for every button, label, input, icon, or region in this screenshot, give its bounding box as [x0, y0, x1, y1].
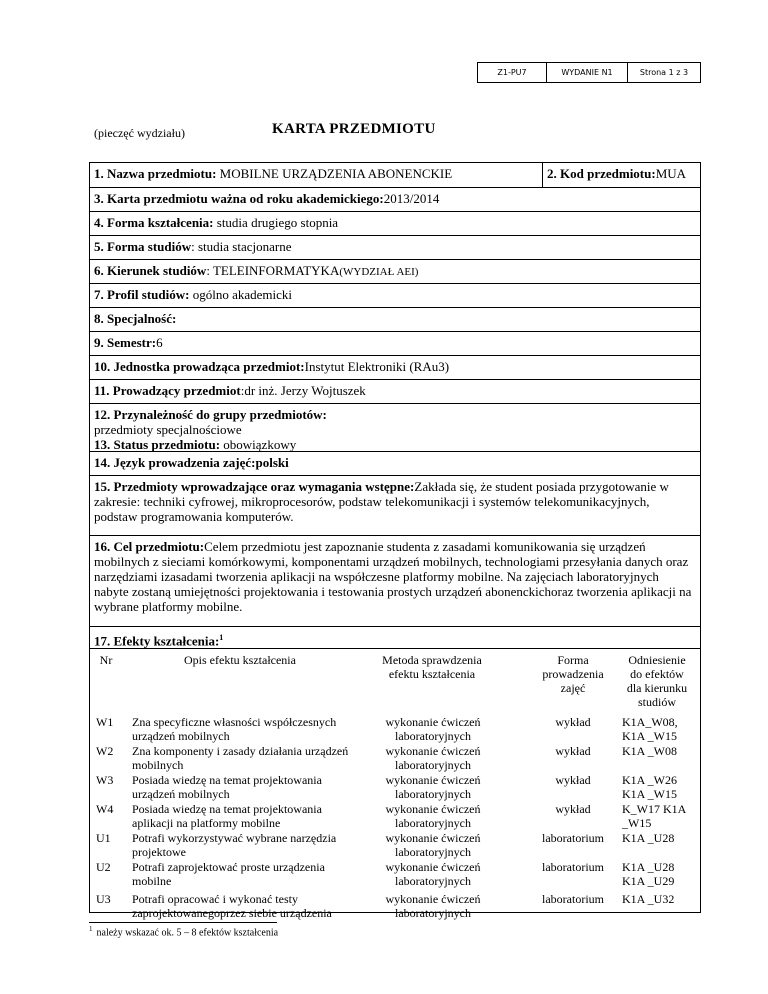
field-label: 2. Kod przedmiotu:	[547, 166, 656, 181]
field-study-direction: 6. Kierunek studiów: TELEINFORMATYKA(WYDZIAŁ AEI)	[89, 260, 701, 284]
field-label: 1. Nazwa przedmiotu:	[94, 166, 217, 181]
cell-nr: W1	[96, 715, 114, 729]
col-header-reference: Odniesienie do efektów dla kierunku studiów	[626, 653, 688, 709]
cell-odn: K1A _U32	[622, 892, 675, 906]
cell-metoda: wykonanie ćwiczeń laboratoryjnych	[385, 831, 481, 859]
document-info-table	[477, 62, 701, 83]
cell-opis: Potrafi zaprojektować proste urządzenia mobilne	[132, 860, 325, 888]
cell-nr: U2	[96, 860, 111, 874]
cell-forma: wykład	[555, 773, 591, 787]
cell-forma: laboratorium	[542, 860, 604, 874]
field-education-form: 4. Forma kształcenia: studia drugiego stopnia	[89, 212, 701, 236]
field-course-goal: 16. Cel przedmiotu:Celem przedmiotu jest zapoznanie studenta z zasadami komunikowania się urządzeń mobilnych z sieciami komórkowymi, komponentami urządzeń mobilnych, technologiami przesyłania danych oraz narzędziami izasadami tworzenia aplikacji na współczesne platformy mobilne. Na zajęciach laboratoryjnych nabyte zostaną umiejętności projektowania i testowania prostych urządzeń abonenckichoraz tworzenia aplikacji na wybrane platformy mobilne.	[89, 536, 701, 627]
field-course-code	[543, 163, 700, 187]
cell-metoda: wykonanie ćwiczeń laboratoryjnych	[385, 860, 481, 888]
cell-opis: Zna komponenty i zasady działania urządzeń mobilnych	[132, 744, 349, 772]
field-language: 14. Język prowadzenia zajęć:polski	[89, 452, 701, 476]
field-subject-group: 12. Przynależność do grupy przedmiotów: przedmioty specjalnościowe 13. Status przedmiotu: obowiązkowy	[89, 404, 701, 452]
cell-nr: W4	[96, 802, 114, 816]
cell-opis: Zna specyficzne własności współczesnych urządzeń mobilnych	[132, 715, 337, 743]
field-lecturer: 11. Prowadzący przedmiot:dr inż. Jerzy Wojtuszek	[89, 380, 701, 404]
col-header-method: Metoda sprawdzenia efektu kształcenia	[382, 653, 482, 681]
col-header-form: Forma prowadzenia zajęć	[542, 653, 604, 695]
cell-odn: K_W17 K1A _W15	[622, 802, 686, 830]
document-title: KARTA PRZEDMIOTU	[272, 121, 436, 137]
field-specialty: 8. Specjalność:	[89, 308, 701, 332]
document-code: Z1-PU7	[478, 63, 547, 83]
learning-outcomes-table	[89, 649, 701, 920]
page-number: Strona 1 z 3	[628, 63, 701, 83]
cell-odn: K1A _U28 K1A _U29	[622, 860, 675, 888]
cell-metoda: wykonanie ćwiczeń laboratoryjnych	[385, 744, 481, 772]
cell-forma: laboratorium	[542, 892, 604, 906]
cell-odn: K1A _U28	[622, 831, 675, 845]
cell-forma: laboratorium	[542, 831, 604, 845]
cell-odn: K1A _W26 K1A _W15	[622, 773, 677, 801]
cell-opis: Posiada wiedzę na temat projektowania aplikacji na platformy mobilne	[132, 802, 322, 830]
field-value: MUA	[655, 166, 687, 181]
footnote: $^1$ należy wskazać ok. 5 – 8 efektów kształcenia	[89, 925, 279, 939]
cell-nr: W2	[96, 744, 114, 758]
faculty-stamp-label: (pieczęć wydziału)	[94, 126, 185, 140]
cell-forma: wykład	[555, 802, 591, 816]
field-study-profile: 7. Profil studiów: ogólno akademicki	[89, 284, 701, 308]
cell-opis: Potrafi wykorzystywać wybrane narzędzia projektowe	[132, 831, 337, 859]
cell-forma: wykład	[555, 715, 591, 729]
field-unit: 10. Jednostka prowadząca przedmiot:Instytut Elektroniki (RAu3)	[89, 356, 701, 380]
course-form	[89, 162, 701, 920]
field-semester: 9. Semestr:6	[89, 332, 701, 356]
cell-opis: Posiada wiedzę na temat projektowania urządzeń mobilnych	[132, 773, 322, 801]
field-valid-year: 3. Karta przedmiotu ważna od roku akademickiego:2013/2014	[89, 188, 701, 212]
footnote-separator	[89, 922, 277, 923]
cell-metoda: wykonanie ćwiczeń laboratoryjnych	[385, 715, 481, 743]
field-study-form: 5. Forma studiów: studia stacjonarne	[89, 236, 701, 260]
field-learning-outcomes: 17. Efekty kształcenia:$^1$	[89, 627, 701, 649]
cell-opis: Potrafi opracować i wykonać testy zaprojektowanegoprzez siebie urządzenia	[132, 892, 332, 920]
cell-nr: U3	[96, 892, 111, 906]
field-value: MOBILNE URZĄDZENIA ABONENCKIE	[216, 166, 453, 181]
field-prerequisites: 15. Przedmioty wprowadzające oraz wymagania wstępne:Zakłada się, że student posiada przygotowanie w zakresie: techniki cyfrowej, mikroprocesorów, podstaw telekomunikacji i systemów telekomunikacyjnych, podstaw programowania komputerów.	[89, 476, 701, 536]
cell-metoda: wykonanie ćwiczeń laboratoryjnych	[385, 802, 481, 830]
field-course-name	[89, 162, 701, 188]
cell-metoda: wykonanie ćwiczeń laboratoryjnych	[385, 892, 481, 920]
document-edition: WYDANIE N1	[547, 63, 628, 83]
col-header-nr: Nr	[99, 653, 113, 667]
cell-forma: wykład	[555, 744, 591, 758]
cell-metoda: wykonanie ćwiczeń laboratoryjnych	[385, 773, 481, 801]
col-header-description: Opis efektu kształcenia	[184, 653, 296, 667]
cell-nr: U1	[96, 831, 111, 845]
cell-odn: K1A_W08, K1A _W15	[622, 715, 678, 743]
cell-nr: W3	[96, 773, 114, 787]
cell-odn: K1A _W08	[622, 744, 677, 758]
